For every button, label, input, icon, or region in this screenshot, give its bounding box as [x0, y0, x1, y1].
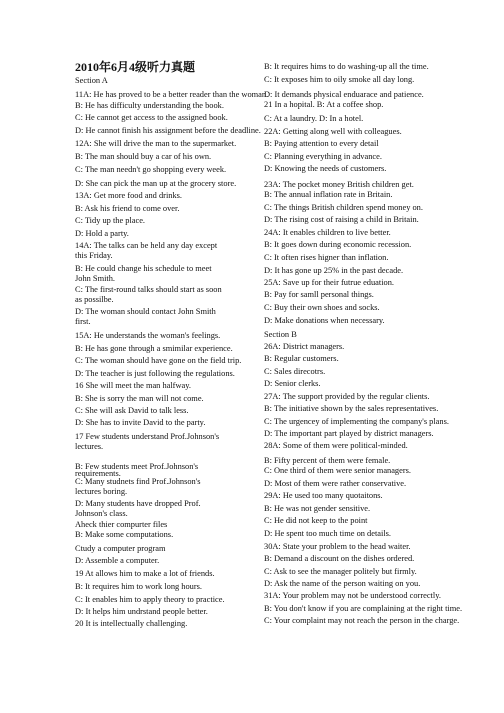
right-column-line: C: Ask to see the manager politely but firmly.: [264, 567, 417, 576]
left-column-line: first.: [75, 317, 91, 326]
left-column-line: B: It requires him to work long hours.: [75, 582, 203, 591]
left-column-line: 11A: He has proved to be a better reader than the woman.: [75, 90, 269, 99]
page-title: 2010年6月4级听力真题: [75, 60, 196, 74]
left-column-line: D: The woman should contact John Smith: [75, 307, 216, 316]
left-column-line: C: Many studnets find Prof.Johnson's: [75, 477, 201, 486]
right-column-line: C: The things British children spend money on.: [264, 203, 423, 212]
right-column-line: B: It requires hims to do washing-up all the time.: [264, 62, 429, 71]
left-column-line: 19 At allows him to make a lot of friends.: [75, 569, 215, 578]
left-column-line: John Smith.: [75, 274, 116, 283]
left-column-line: C: It enables him to apply theory to practice.: [75, 595, 225, 604]
left-column-line: B: He could change his schedule to meet: [75, 264, 212, 273]
left-column-line: B: Ask his friend to come over.: [75, 204, 180, 213]
left-column-line: 16 She will meet the man halfway.: [75, 381, 191, 390]
right-column-line: 27A: The support provided by the regular clients.: [264, 392, 430, 401]
left-column-line: 13A: Get more food and drinks.: [75, 191, 182, 200]
right-column-line: 25A: Save up for their futrue eduation.: [264, 278, 395, 287]
left-column-line: Ctudy a computer program: [75, 544, 166, 553]
left-column-line: as possilbe.: [75, 295, 114, 304]
right-column-line: D: Ask the name of the person waiting on you.: [264, 579, 421, 588]
left-column-line: D: Assemble a computer.: [75, 556, 160, 565]
left-column-line: Aheck thier compurter files: [75, 520, 168, 529]
right-column-line: B: He was not gender sensitive.: [264, 504, 371, 513]
left-column-line: 17 Few students understand Prof.Johnson's: [75, 432, 220, 441]
right-column-line: B: The initiative shown by the sales representatives.: [264, 404, 439, 413]
right-column-line: D: The rising cost of raising a child in Britain.: [264, 215, 419, 224]
left-column-line: B: Few students meet Prof.Johnson's: [75, 462, 199, 471]
left-column-line: B: Make some computations.: [75, 530, 174, 539]
right-column-line: D: Most of them were rather conservative.: [264, 479, 407, 488]
left-column-line: B: He has gone through a smimilar experience.: [75, 344, 233, 353]
left-column-line: C: He cannot get access to the assigned book.: [75, 113, 228, 122]
right-column-line: C: He did not keep to the point: [264, 516, 368, 525]
left-column-line: C: The first-round talks should start as soon: [75, 285, 222, 294]
right-column-line: C: It often rises higner than inflation.: [264, 253, 389, 262]
right-column-line: 26A: District managers.: [264, 342, 345, 351]
left-column-line: lectures boring.: [75, 487, 128, 496]
right-column-line: C: Buy their own shoes and socks.: [264, 303, 380, 312]
right-column-line: D: Knowing the needs of customers.: [264, 164, 387, 173]
right-column-line: D: It has gone up 25% in the past decade.: [264, 266, 404, 275]
left-column-line: D: The teacher is just following the regulations.: [75, 369, 235, 378]
left-column-line: 14A: The talks can be held any day except: [75, 241, 218, 250]
left-column-line: D: Many students have dropped Prof.: [75, 499, 201, 508]
right-column-line: B: Fifty percent of them were female.: [264, 456, 391, 465]
left-column-line: 20 It is intellectually challenging.: [75, 619, 188, 628]
right-column-line: Section B: [264, 330, 297, 339]
right-column-line: 22A: Getting along well with colleagues.: [264, 127, 402, 136]
left-column-line: lectures.: [75, 442, 104, 451]
left-column-line: requirements.: [75, 469, 121, 478]
right-column-line: C: The urgencey of implementing the company's plans.: [264, 417, 449, 426]
left-column-line: C: Tidy up the place.: [75, 216, 146, 225]
left-column-line: C: She will ask David to talk less.: [75, 406, 189, 415]
right-column-line: 24A: It enables children to live better.: [264, 228, 391, 237]
right-column-line: 23A: The pocket money British children get.: [264, 180, 414, 189]
left-column-line: D: Hold a party.: [75, 229, 129, 238]
right-column-line: 29A: He used too many quotaitons.: [264, 491, 383, 500]
right-column-line: D: He spent too much time on details.: [264, 529, 391, 538]
right-column-line: C: At a laundry. D: In a hotel.: [264, 114, 364, 123]
left-column-line: 15A: He understands the woman's feelings.: [75, 331, 221, 340]
right-column-line: C: One third of them were senior managers.: [264, 466, 411, 475]
right-column-line: C: Planning everything in advance.: [264, 152, 382, 161]
right-column-line: B: The annual inflation rate in Britain.: [264, 190, 393, 199]
left-column-line: B: The man should buy a car of his own.: [75, 152, 212, 161]
left-column-line: C: The man needn't go shopping every week.: [75, 165, 227, 174]
right-column-line: 21 In a hopital. B: At a coffee shop.: [264, 100, 384, 109]
right-column-line: B: It goes down during economic recession.: [264, 240, 412, 249]
right-column-line: 28A: Some of them were political-minded.: [264, 441, 408, 450]
right-column-line: B: Pay for samll personal things.: [264, 290, 374, 299]
right-column-line: B: Demand a discount on the dishes ordered.: [264, 554, 415, 563]
left-column-line: D: He cannot finish his assignment before the deadline.: [75, 126, 261, 135]
left-column-line: D: She can pick the man up at the grocery store.: [75, 179, 237, 188]
right-column-line: D: Make donations when necessary.: [264, 316, 385, 325]
left-column-line: Section A: [75, 76, 108, 85]
left-column-line: B: She is sorry the man will not come.: [75, 394, 204, 403]
right-column-line: B: You don't know if you are complaining at the right time.: [264, 604, 463, 613]
left-column-line: this Friday.: [75, 251, 113, 260]
right-column-line: D: The important part played by district managers.: [264, 429, 434, 438]
right-column-line: D: Senior clerks.: [264, 379, 321, 388]
right-column-line: C: Sales direcotrs.: [264, 367, 326, 376]
right-column-line: B: Paying attention to every detail: [264, 139, 379, 148]
right-column-line: 31A: Your problem may not be understood correctly.: [264, 591, 441, 600]
left-column-line: D: She has to invite David to the party.: [75, 418, 206, 427]
left-column-line: B: He has difficulty understanding the book.: [75, 101, 224, 110]
left-column-line: C: The woman should have gone on the field trip.: [75, 356, 242, 365]
right-column-line: C: It exposes him to oily smoke all day long.: [264, 75, 415, 84]
right-column-line: 30A: State your problem to the head waiter.: [264, 542, 411, 551]
right-column-line: B: Regular customers.: [264, 354, 339, 363]
left-column-line: 12A: She will drive the man to the supermarket.: [75, 139, 237, 148]
left-column-line: Johnson's class.: [75, 509, 128, 518]
right-column-line: D: It demands physical enduarace and patience.: [264, 90, 424, 99]
right-column-line: C: Your complaint may not reach the person in the charge.: [264, 616, 460, 625]
left-column-line: D: It helps him undrstand people better.: [75, 607, 208, 616]
